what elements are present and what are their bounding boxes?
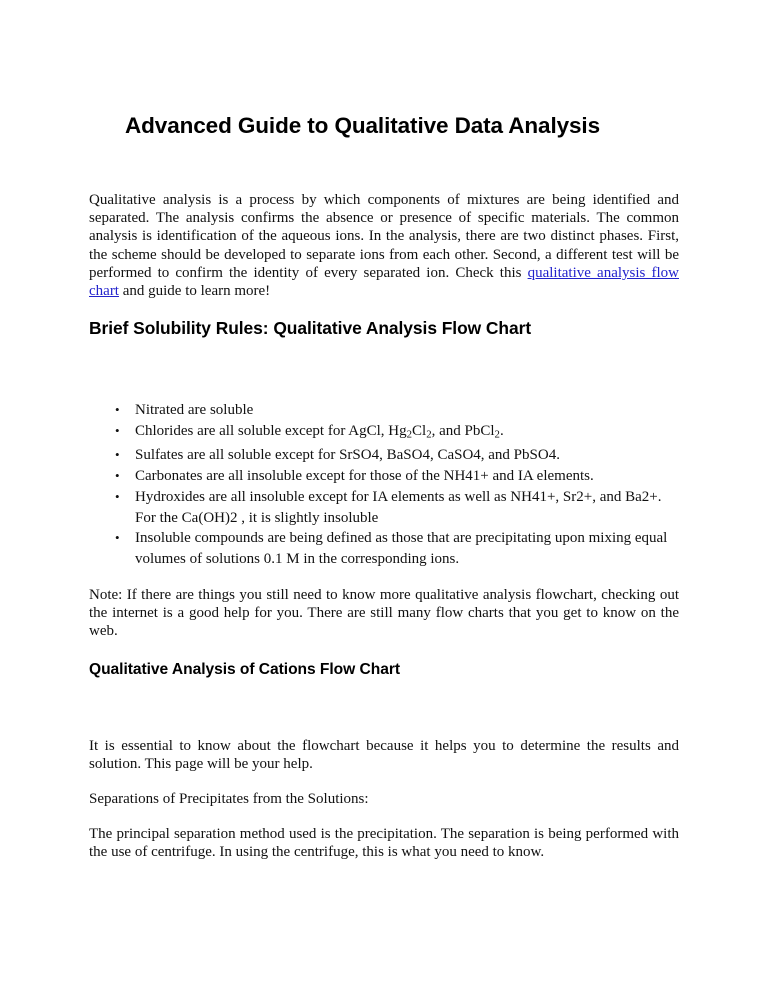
bullet-icon: •	[115, 467, 120, 483]
spacer-after-title	[89, 140, 679, 191]
list-item	[89, 466, 679, 487]
spacer-before-principal	[89, 808, 679, 825]
missing-image-placeholder-solubility	[89, 339, 679, 400]
list-item	[89, 445, 679, 466]
qualitative-analysis-flow-chart-link[interactable]: qualitative analysis flow chart	[89, 264, 679, 300]
list-item-text: Carbonates are all insoluble except for those of the NH41+ and IA elements.	[135, 467, 594, 484]
bullet-icon: •	[115, 423, 120, 439]
paragraph-essential-flowchart: It is essential to know about the flowchart because it helps you to determine the results and solution. This page will be your help.	[89, 737, 679, 772]
paragraph-separations-label: Separations of Precipitates from the Solutions:	[89, 790, 369, 807]
list-item-text: Insoluble compounds are being defined as those that are precipitating upon mixing equal volumes of solutions 0.1 M in the corresponding ions.	[135, 530, 668, 568]
list-item	[89, 400, 679, 421]
spacer-before-solubility-heading	[89, 300, 679, 317]
spacer-before-cations-heading	[89, 641, 679, 660]
spacer-before-separations	[89, 773, 679, 790]
list-item	[89, 528, 679, 570]
list-item	[89, 487, 679, 529]
bullet-icon: •	[115, 530, 120, 546]
intro-paragraph	[89, 191, 679, 300]
intro-text-after-link: and guide to learn more!	[118, 283, 271, 300]
list-item-text: Sulfates are all soluble except for SrSO4, BaSO4, CaSO4, and PbSO4.	[135, 447, 560, 464]
solubility-rules-list	[89, 400, 679, 570]
bullet-icon: •	[115, 488, 120, 504]
heading-qualitative-analysis-of-cations: Qualitative Analysis of Cations Flow Chart	[89, 660, 400, 678]
note-paragraph: Note: If there are things you still need to know more qualitative analysis flowchart, checking out the internet is a good help for you. There are still many flow charts that you get to know on the web.	[89, 586, 679, 640]
list-item	[89, 421, 679, 445]
list-item-text: Chlorides are all soluble except for AgCl, $Hg_2Cl_2$, and PbCl$_2$.	[135, 423, 504, 441]
spacer-before-note	[89, 570, 679, 586]
bullet-icon: •	[115, 447, 120, 463]
intro-text-before-link: Qualitative analysis is a process by which components of mixtures are being identified and separated. The analysis confirms the absence or presence of specific materials. The common analysis is identification of the aqueous ions. In the analysis, there are two distinct phases. First, the scheme should be developed to separate ions from each other. Second, a different test will be performed to confirm the identity of every separated ion. Check this	[89, 192, 679, 281]
list-item-text: Hydroxides are all insoluble except for IA elements as well as NH41+, Sr2+, and Ba2+. For the Ca(OH)2 , it is slightly insoluble	[135, 488, 662, 526]
missing-image-placeholder-cations	[89, 680, 679, 737]
page-title: Advanced Guide to Qualitative Data Analysis	[125, 113, 601, 138]
bullet-icon: •	[115, 402, 120, 418]
document-content-column	[89, 0, 679, 862]
list-item-text: Nitrated are soluble	[135, 402, 254, 419]
paragraph-principal-separation-method: The principal separation method used is the precipitation. The separation is being performed with the use of centrifuge. In using the centrifuge, this is what you need to know.	[89, 826, 679, 861]
heading-brief-solubility-rules: Brief Solubility Rules: Qualitative Analysis Flow Chart	[89, 318, 532, 339]
